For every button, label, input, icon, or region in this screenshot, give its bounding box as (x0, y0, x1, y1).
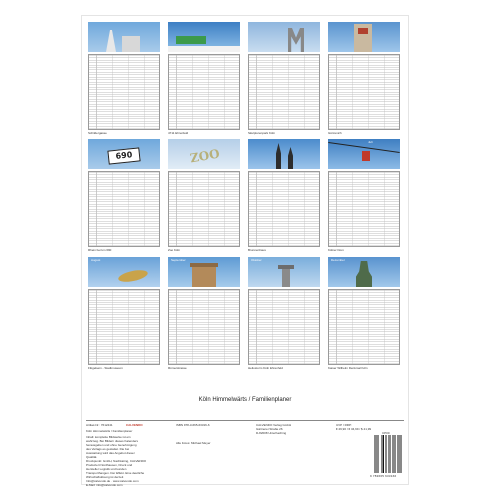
barcode-number: 9 783665 633166 (370, 474, 397, 478)
photo-credit: Alle Fotos: Michael Meyer (176, 441, 211, 445)
month-tile-2 (168, 22, 240, 136)
order-code: CP00 (382, 431, 390, 435)
month-caption-6: Zoo Köln (168, 248, 181, 252)
month-tile-7 (248, 139, 320, 253)
month-caption-8: Kölner Dom (328, 248, 344, 252)
month-caption-2: 4711 Ehrenfeld (168, 131, 189, 135)
legal-line: des Verlags es gestattet. Die bei (86, 447, 130, 451)
article-label: Artikel-Nr.: (86, 423, 101, 427)
month-caption-12: Kaiser Wilhelm Denkmal Köln (328, 366, 368, 370)
month-tile-12 (328, 257, 400, 371)
legal-line: Inhalt: komplette Bildwerke ist ein (86, 435, 131, 439)
month-tile-9 (88, 257, 160, 371)
legal-line: Druckpunkt: GmbH, Nachkating, CALVENDO (86, 459, 147, 463)
calendar-back-page (82, 16, 408, 487)
legal-line: wahrzeig. Bei Bildern dieses Kalenders (86, 439, 139, 443)
month-grid-9 (88, 289, 160, 365)
month-tile-1 (88, 22, 160, 136)
footer-left-column (86, 423, 166, 487)
month-caption-3: Skulpturenpark Köln (248, 131, 276, 135)
month-tile-11 (248, 257, 320, 371)
legal-text (86, 435, 166, 487)
month-photo-12 (328, 257, 400, 287)
month-grid-6 (168, 171, 240, 247)
km-sign: 690 (107, 147, 140, 164)
price-label: UVP / RRP: (336, 423, 352, 427)
month-label-8: Juli (368, 140, 373, 144)
calendar-title: Köln Himmelwärts / Familienplaner (198, 397, 292, 403)
month-photo-3 (248, 22, 320, 52)
legal-line: Info@calvendo.de · www.calvendo.com (86, 479, 139, 483)
month-tile-3 (248, 22, 320, 136)
month-grid-1 (88, 54, 160, 130)
month-grid-3 (248, 54, 320, 130)
month-photo-9 (88, 257, 160, 287)
month-caption-4: Gürzenich (328, 131, 342, 135)
legal-line: herausgeben und ohne Genehmigung (86, 443, 137, 447)
legal-line: Hersteller Logistik und kunden (86, 467, 127, 471)
month-label-12: Dezember (331, 258, 345, 262)
zoo-sign: ZOO (189, 146, 221, 166)
month-grid-10 (168, 289, 240, 365)
legal-line: Transporthangen. Der Effekt. Eine deutliche (86, 471, 145, 475)
month-tile-6 (168, 139, 240, 253)
month-label-11: Oktober (251, 258, 262, 262)
month-photo-5 (88, 139, 160, 169)
legal-line: E-Mail: info@calvendo.com (86, 483, 123, 487)
month-photo-2 (168, 22, 240, 52)
month-grid-12 (328, 289, 400, 365)
month-grid-5 (88, 171, 160, 247)
month-photo-11 (248, 257, 320, 287)
product-info-footer (86, 420, 404, 487)
month-label-9: August (91, 258, 101, 262)
month-photo-8 (328, 139, 400, 169)
month-caption-9: Flügelsein - Stadtmuseum (88, 366, 123, 370)
month-grid-7 (248, 171, 320, 247)
month-photo-7 (248, 139, 320, 169)
price-value: € 29,90 / € 34,99 / $ 41,99 (336, 427, 372, 431)
month-grid-4 (328, 54, 400, 130)
month-caption-5: Rhein bei km 690 (88, 248, 112, 252)
month-photo-6 (168, 139, 240, 169)
article-value: 7612441 (100, 423, 113, 427)
month-grid-2 (168, 54, 240, 130)
month-tile-10 (168, 257, 240, 371)
month-grid-8 (328, 171, 400, 247)
isbn: ISBN 978-3-665-63316-6 (176, 423, 210, 427)
month-tile-5 (88, 139, 160, 253)
product-line: Köln Himmelwärts / Familienplaner (86, 429, 133, 433)
month-caption-10: Römerstrasse (168, 366, 187, 370)
footer-price-column (336, 423, 406, 431)
footer-isbn-column (176, 423, 246, 445)
legal-line: Qualität. (86, 455, 98, 459)
publisher-name: CALVENDO Verlag GmbH (256, 423, 292, 427)
month-label-10: September (171, 258, 186, 262)
month-caption-1: Schildergasse (88, 131, 107, 135)
legal-line: Produziert Nordhausen, Druck und (86, 463, 133, 467)
publisher-street: Gärtnerei Straße 26 (256, 427, 283, 431)
month-caption-11: Heliosturm Köln Ehrenfeld (248, 366, 283, 370)
month-tile-8 (328, 139, 400, 253)
month-photo-10 (168, 257, 240, 287)
month-grid-11 (248, 289, 320, 365)
footer-publisher-column (256, 423, 326, 435)
month-photo-1 (88, 22, 160, 52)
barcode (374, 435, 404, 473)
month-caption-7: Brunnenhaus (248, 248, 266, 252)
month-photo-4 (328, 22, 400, 52)
legal-line: Wirtschaftslösung ist derzeit (86, 475, 124, 479)
calvendo-logo: CALVENDO (126, 423, 143, 427)
publisher-city: D-82008 Unterhaching (256, 431, 287, 435)
legal-line: Ausstattung wird das Angebot dieser (86, 451, 135, 455)
month-tile-4 (328, 22, 400, 136)
